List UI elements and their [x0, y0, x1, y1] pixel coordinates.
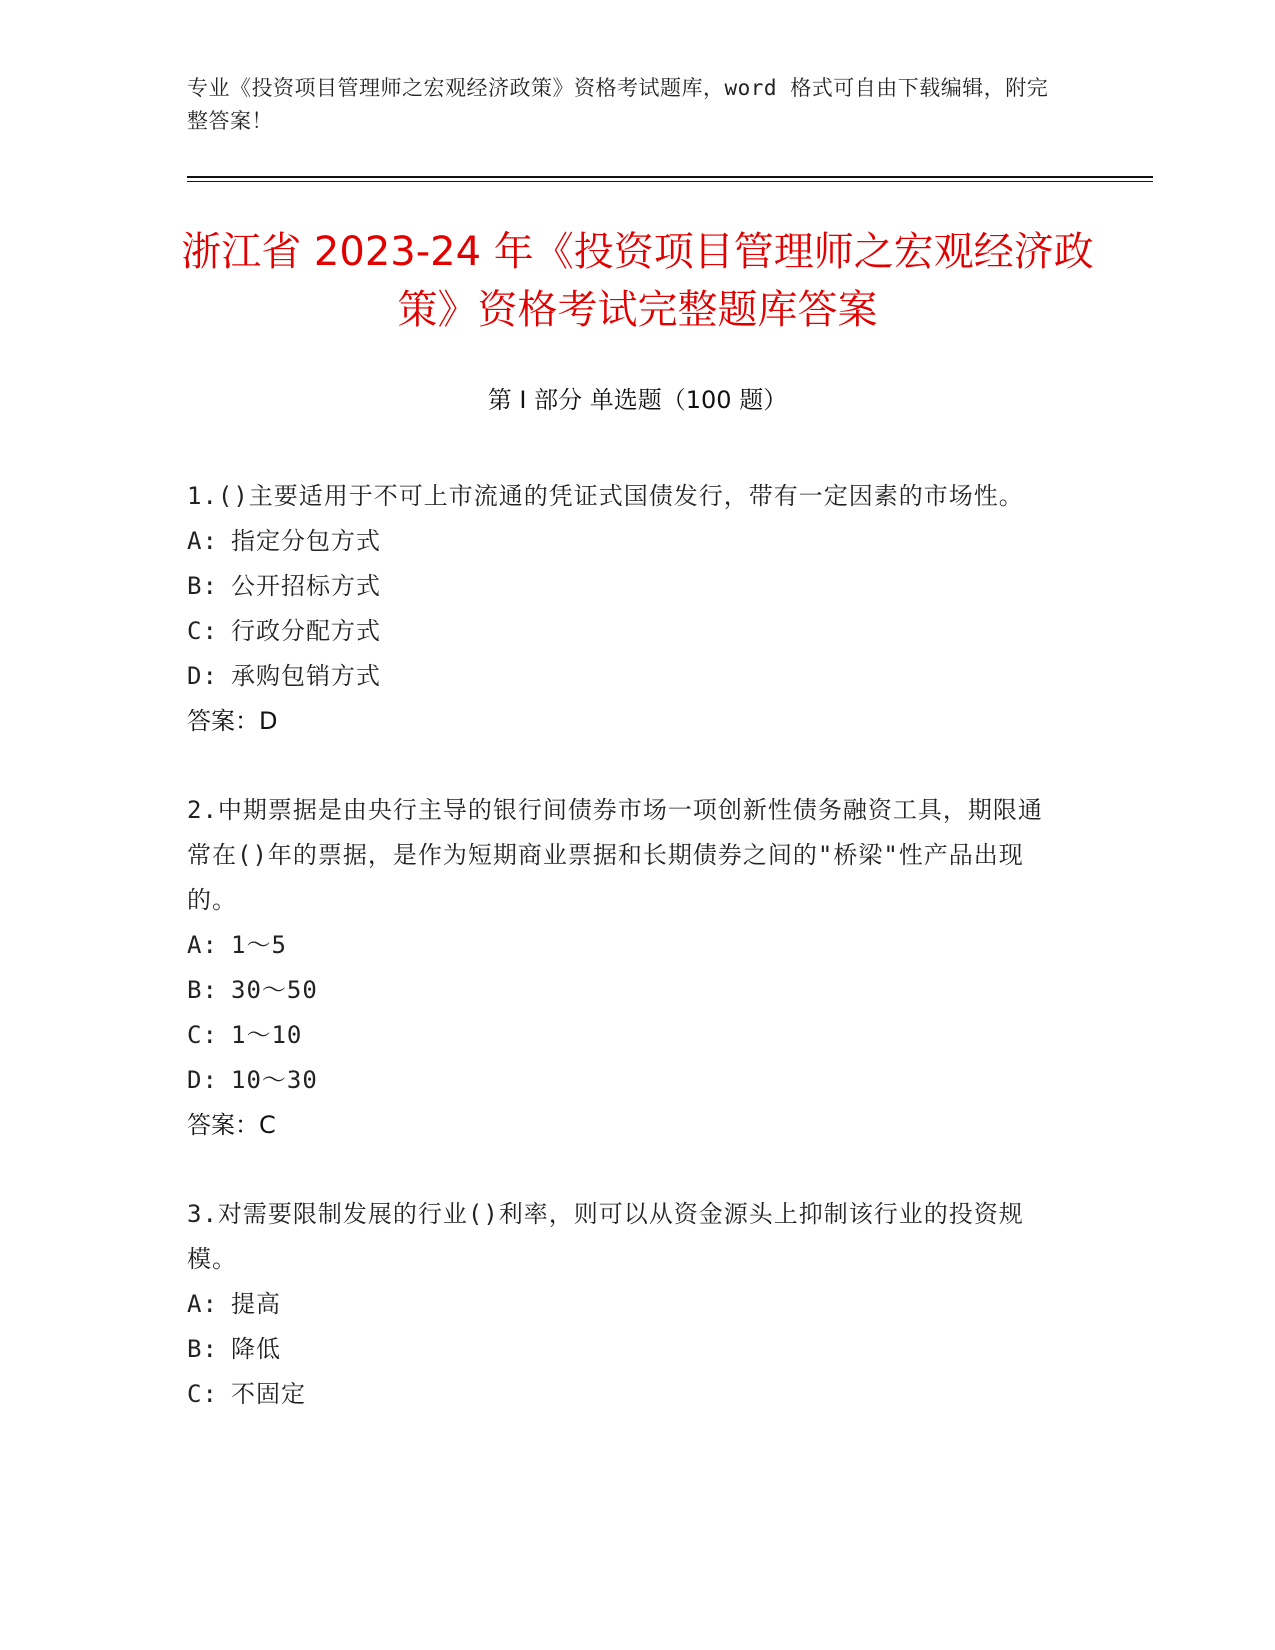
option-d	[187, 654, 1067, 699]
option-c	[187, 1372, 1067, 1417]
option-key: A:	[187, 931, 218, 959]
option-d	[187, 1058, 1067, 1103]
section-heading: 第 I 部分 单选题（100 题）	[487, 386, 788, 414]
option-b	[187, 564, 1067, 609]
option-key: B:	[187, 572, 218, 600]
question-list	[187, 474, 1067, 1461]
question-stem: 2.中期票据是由央行主导的银行间债券市场一项创新性债务融资工具，期限通常在()年的票据，是作为短期商业票据和长期债券之间的"桥梁"性产品出现的。	[187, 796, 1043, 914]
option-key: C:	[187, 617, 218, 645]
header-note: 专业《投资项目管理师之宏观经济政策》资格考试题库，word 格式可自由下载编辑，附完整答案！	[187, 76, 1049, 133]
option-b	[187, 968, 1067, 1013]
question-2	[187, 788, 1067, 1148]
option-text: 1～5	[231, 931, 287, 959]
option-text: 不固定	[231, 1380, 306, 1408]
option-key: C:	[187, 1380, 218, 1408]
header-rule-thick	[187, 176, 1153, 178]
option-text: 承购包销方式	[231, 662, 381, 690]
option-text: 行政分配方式	[231, 617, 381, 645]
answer: 答案：C	[187, 1111, 276, 1139]
question-stem: 3.对需要限制发展的行业()利率，则可以从资金源头上抑制该行业的投资规模。	[187, 1200, 1024, 1273]
option-text: 10～30	[231, 1066, 318, 1094]
option-key: B:	[187, 976, 218, 1004]
option-a	[187, 519, 1067, 564]
question-stem: 1.()主要适用于不可上市流通的凭证式国债发行，带有一定因素的市场性。	[187, 482, 1024, 510]
option-text: 降低	[231, 1335, 281, 1363]
question-1	[187, 474, 1067, 744]
option-a	[187, 1282, 1067, 1327]
option-key: A:	[187, 527, 218, 555]
option-text: 提高	[231, 1290, 281, 1318]
header-rule-thin	[187, 181, 1153, 182]
option-c	[187, 1013, 1067, 1058]
answer: 答案：D	[187, 707, 278, 735]
option-key: A:	[187, 1290, 218, 1318]
option-key: B:	[187, 1335, 218, 1363]
option-text: 1～10	[231, 1021, 303, 1049]
option-key: C:	[187, 1021, 218, 1049]
option-text: 指定分包方式	[231, 527, 381, 555]
document-title: 浙江省 2023-24 年《投资项目管理师之宏观经济政策》资格考试完整题库答案	[181, 229, 1094, 333]
option-text: 公开招标方式	[231, 572, 381, 600]
option-text: 30～50	[231, 976, 318, 1004]
option-key: D:	[187, 1066, 218, 1094]
option-c	[187, 609, 1067, 654]
option-a	[187, 923, 1067, 968]
option-key: D:	[187, 662, 218, 690]
option-b	[187, 1327, 1067, 1372]
question-3	[187, 1192, 1067, 1417]
